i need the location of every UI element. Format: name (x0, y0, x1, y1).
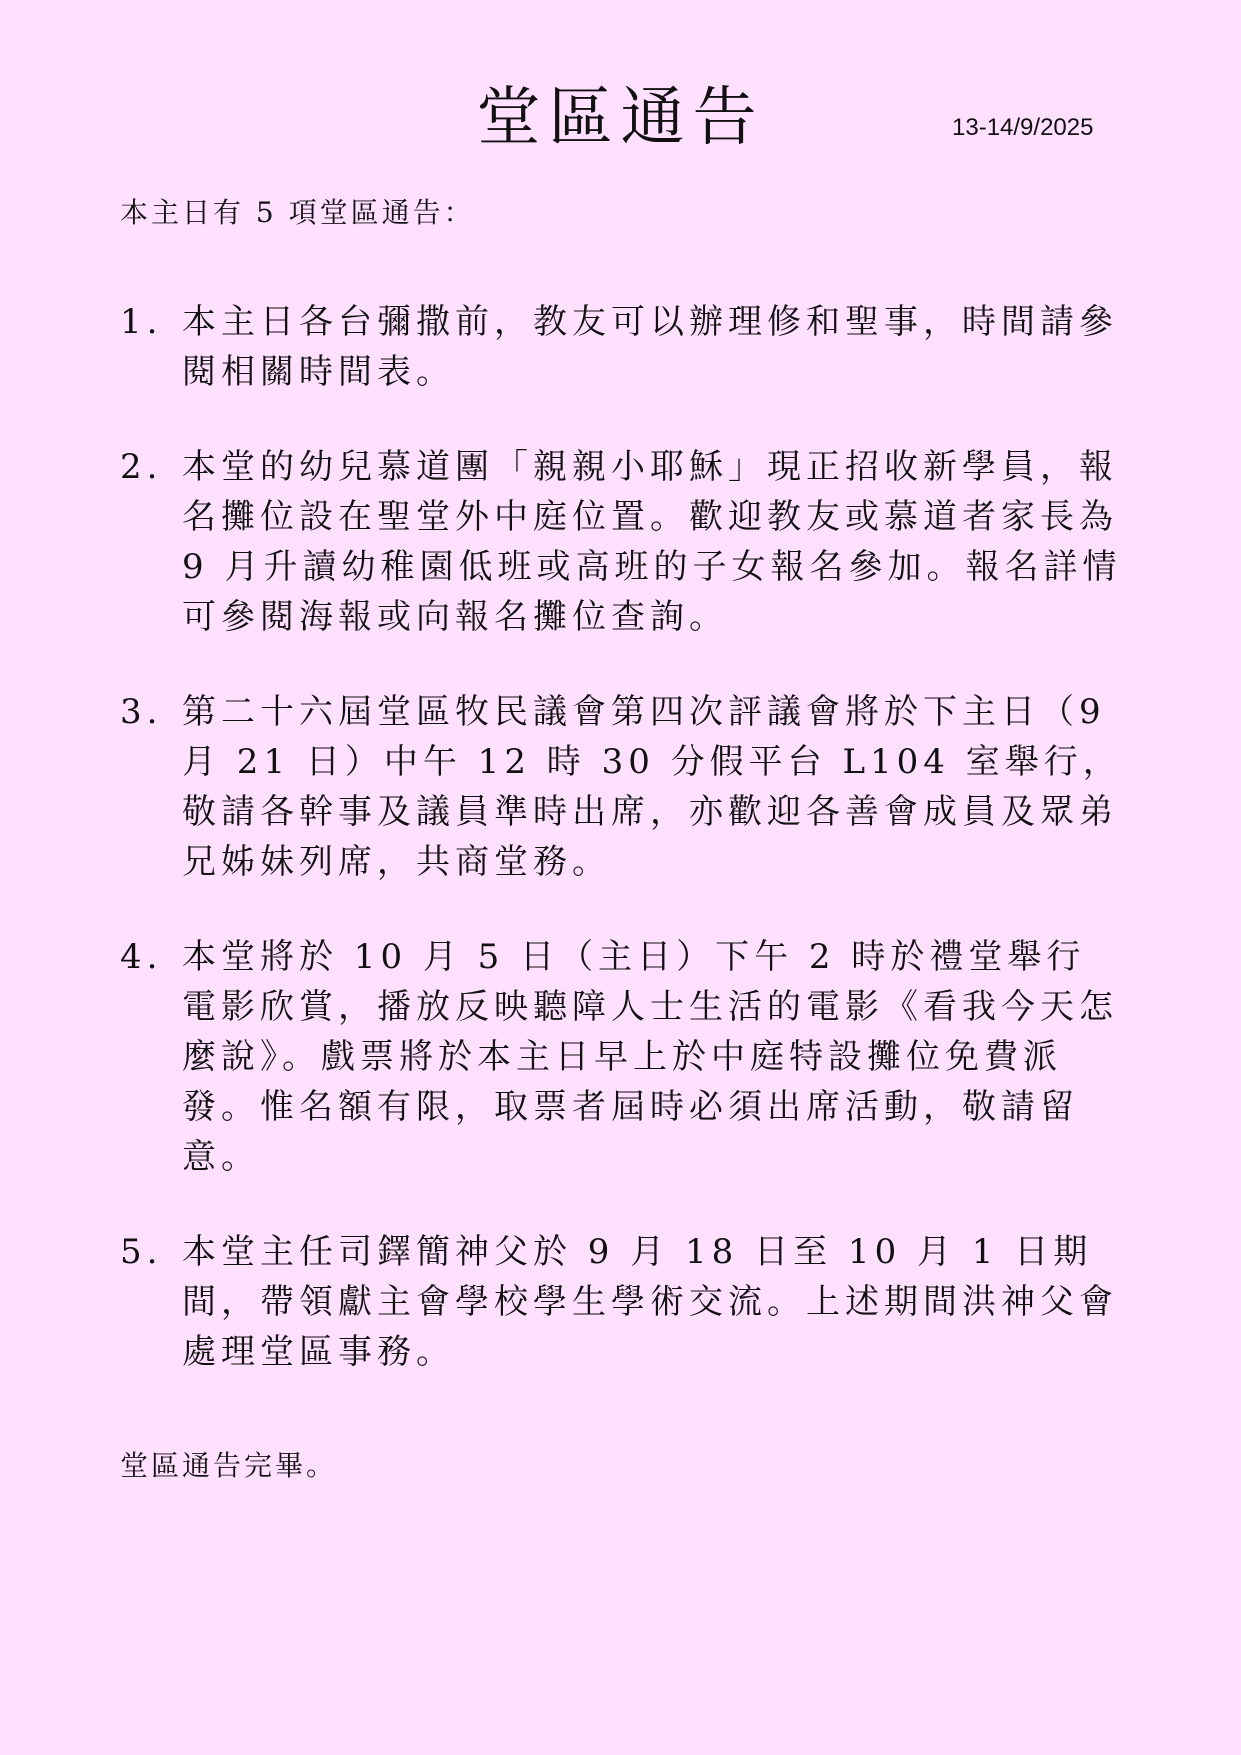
notice-number: 3. (120, 692, 163, 732)
notice-list (120, 297, 1130, 1422)
closing-text: 堂區通告完畢。 (120, 1449, 338, 1482)
notice-number: 1. (120, 302, 163, 342)
notice-number: 4. (120, 937, 163, 977)
notice-number: 5. (120, 1232, 163, 1272)
notice-item-5 (120, 1227, 1130, 1377)
notice-text: 本堂主任司鐸簡神父於 9 月 18 日至 10 月 1 日期間，帶領獻主會學校學生學術交流。上述期間洪神父會處理堂區事務。 (182, 1232, 1118, 1372)
notice-item-1 (120, 297, 1130, 397)
notice-number: 2. (120, 447, 163, 487)
notice-item-2 (120, 442, 1130, 642)
notice-text: 本主日各台彌撒前，教友可以辦理修和聖事，時間請參閱相關時間表。 (182, 302, 1118, 392)
notice-text: 第二十六屆堂區牧民議會第四次評議會將於下主日（9 月 21 日）中午 12 時 30 分假平台 L104 室舉行，敬請各幹事及議員準時出席，亦歡迎各善會成員及眾弟兄姊妹列席，共商堂務。 (182, 692, 1122, 882)
notice-text: 本堂的幼兒慕道團「親親小耶穌」現正招收新學員，報名攤位設在聖堂外中庭位置。歡迎教友或慕道者家長為 9 月升讀幼稚園低班或高班的子女報名參加。報名詳情可參閱海報或向報名攤位查詢。 (182, 447, 1122, 637)
notice-item-3 (120, 687, 1130, 887)
intro-text: 本主日有 5 項堂區通告： (120, 196, 475, 229)
notice-text: 本堂將於 10 月 5 日（主日）下午 2 時於禮堂舉行電影欣賞，播放反映聽障人士生活的電影《看我今天怎麼說》。戲票將於本主日早上於中庭特設攤位免費派發。惟名額有限，取票者屆時必須出席活動，敬請留意。 (182, 937, 1118, 1177)
notice-item-4 (120, 932, 1130, 1182)
notice-date: 13-14/9/2025 (952, 114, 1094, 141)
page-title: 堂區通告 (476, 81, 765, 155)
